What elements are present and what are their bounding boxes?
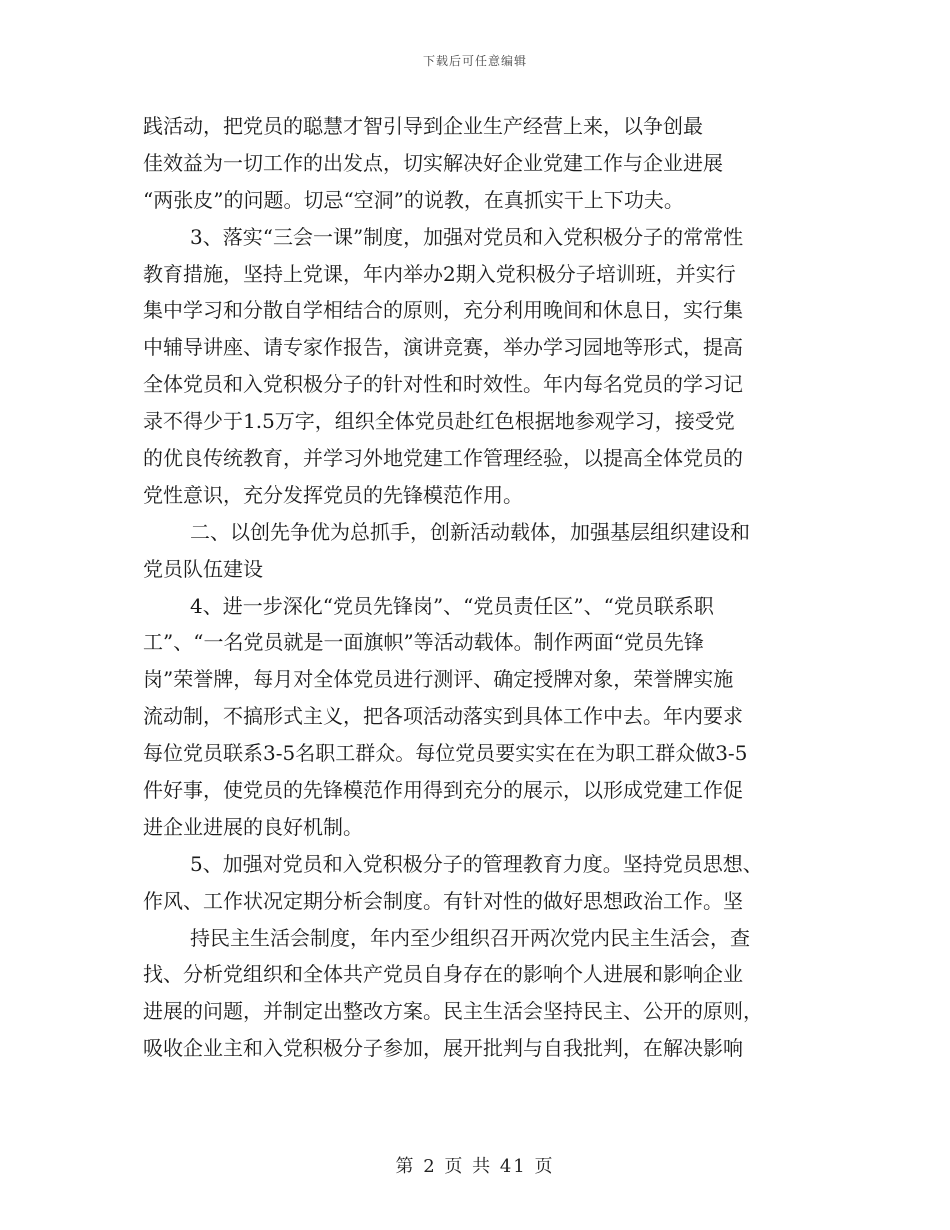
section-heading: 党员队伍建设 (143, 556, 263, 581)
text-line: 党性意识，充分发挥党员的先锋模范作用。 (143, 482, 523, 507)
text-line: “两张皮”的问题。切忌“空洞”的说教，在真抓实干上下功夫。 (143, 187, 684, 212)
text-line: 践活动，把党员的聪慧才智引导到企业生产经营上来，以争创最 (143, 114, 703, 138)
text-line: 教育措施，坚持上党课，年内举办2期入党积极分子培训班，并实行 (143, 261, 736, 286)
text-line: 流动制，不搞形式主义，把各项活动落实到具体工作中去。年内要求 (143, 704, 743, 729)
text-line: 作风、工作状况定期分析会制度。有针对性的做好思想政治工作。坚 (143, 888, 743, 913)
text-line: 5、加强对党员和入党积极分子的管理教育力度。坚持党员思想、 (190, 851, 763, 876)
text-line: 佳效益为一切工作的出发点，切实解决好企业党建工作与企业进展 (143, 150, 723, 175)
text-line: 录不得少于1.5万字，组织全体党员赴红色根据地参观学习，接受党 (143, 409, 735, 434)
text-line: 3、落实“三会一课”制度，加强对党员和入党积极分子的常常性 (190, 224, 744, 249)
page-header: 下载后可任意编辑 (422, 54, 527, 68)
text-line: 岗”荣誉牌，每月对全体党员进行测评、确定授牌对象，荣誉牌实施 (143, 667, 734, 692)
text-line: 每位党员联系3-5名职工群众。每位党员要实实在在为职工群众做3-5 (143, 741, 748, 766)
text-line: 全体党员和入党积极分子的针对性和时效性。年内每名党员的学习记 (143, 372, 743, 397)
page-number-footer: 第 2 页 共 41 页 (395, 1156, 555, 1177)
text-line: 工”、“一名党员就是一面旗帜”等活动载体。制作两面“党员先锋 (143, 630, 704, 655)
text-line: 集中学习和分散自学相结合的原则，充分利用晚间和休息日，实行集 (143, 298, 743, 323)
text-line: 件好事，使党员的先锋模范作用得到充分的展示，以形成党建工作促 (143, 778, 743, 803)
text-line: 进企业进展的良好机制。 (143, 814, 363, 839)
text-line: 进展的问题，并制定出整改方案。民主生活会坚持民主、公开的原则， (143, 999, 763, 1024)
text-line: 的优良传统教育，并学习外地党建工作管理经验，以提高全体党员的 (143, 446, 743, 471)
text-line: 中辅导讲座、请专家作报告，演讲竞赛，举办学习园地等形式，提高 (143, 335, 743, 360)
section-heading: 二、以创先争优为总抓手，创新活动载体，加强基层组织建设和 (190, 519, 750, 544)
text-line: 吸收企业主和入党积极分子参加，展开批判与自我批判，在解决影响 (143, 1036, 743, 1061)
text-line: 4、进一步深化“党员先锋岗”、“党员责任区”、“党员联系职 (190, 593, 714, 618)
text-line: 持民主生活会制度，年内至少组织召开两次党内民主生活会，查 (190, 925, 750, 950)
document-body (143, 108, 798, 1067)
text-line: 找、分析党组织和全体共产党员自身存在的影响个人进展和影响企业 (143, 962, 743, 987)
